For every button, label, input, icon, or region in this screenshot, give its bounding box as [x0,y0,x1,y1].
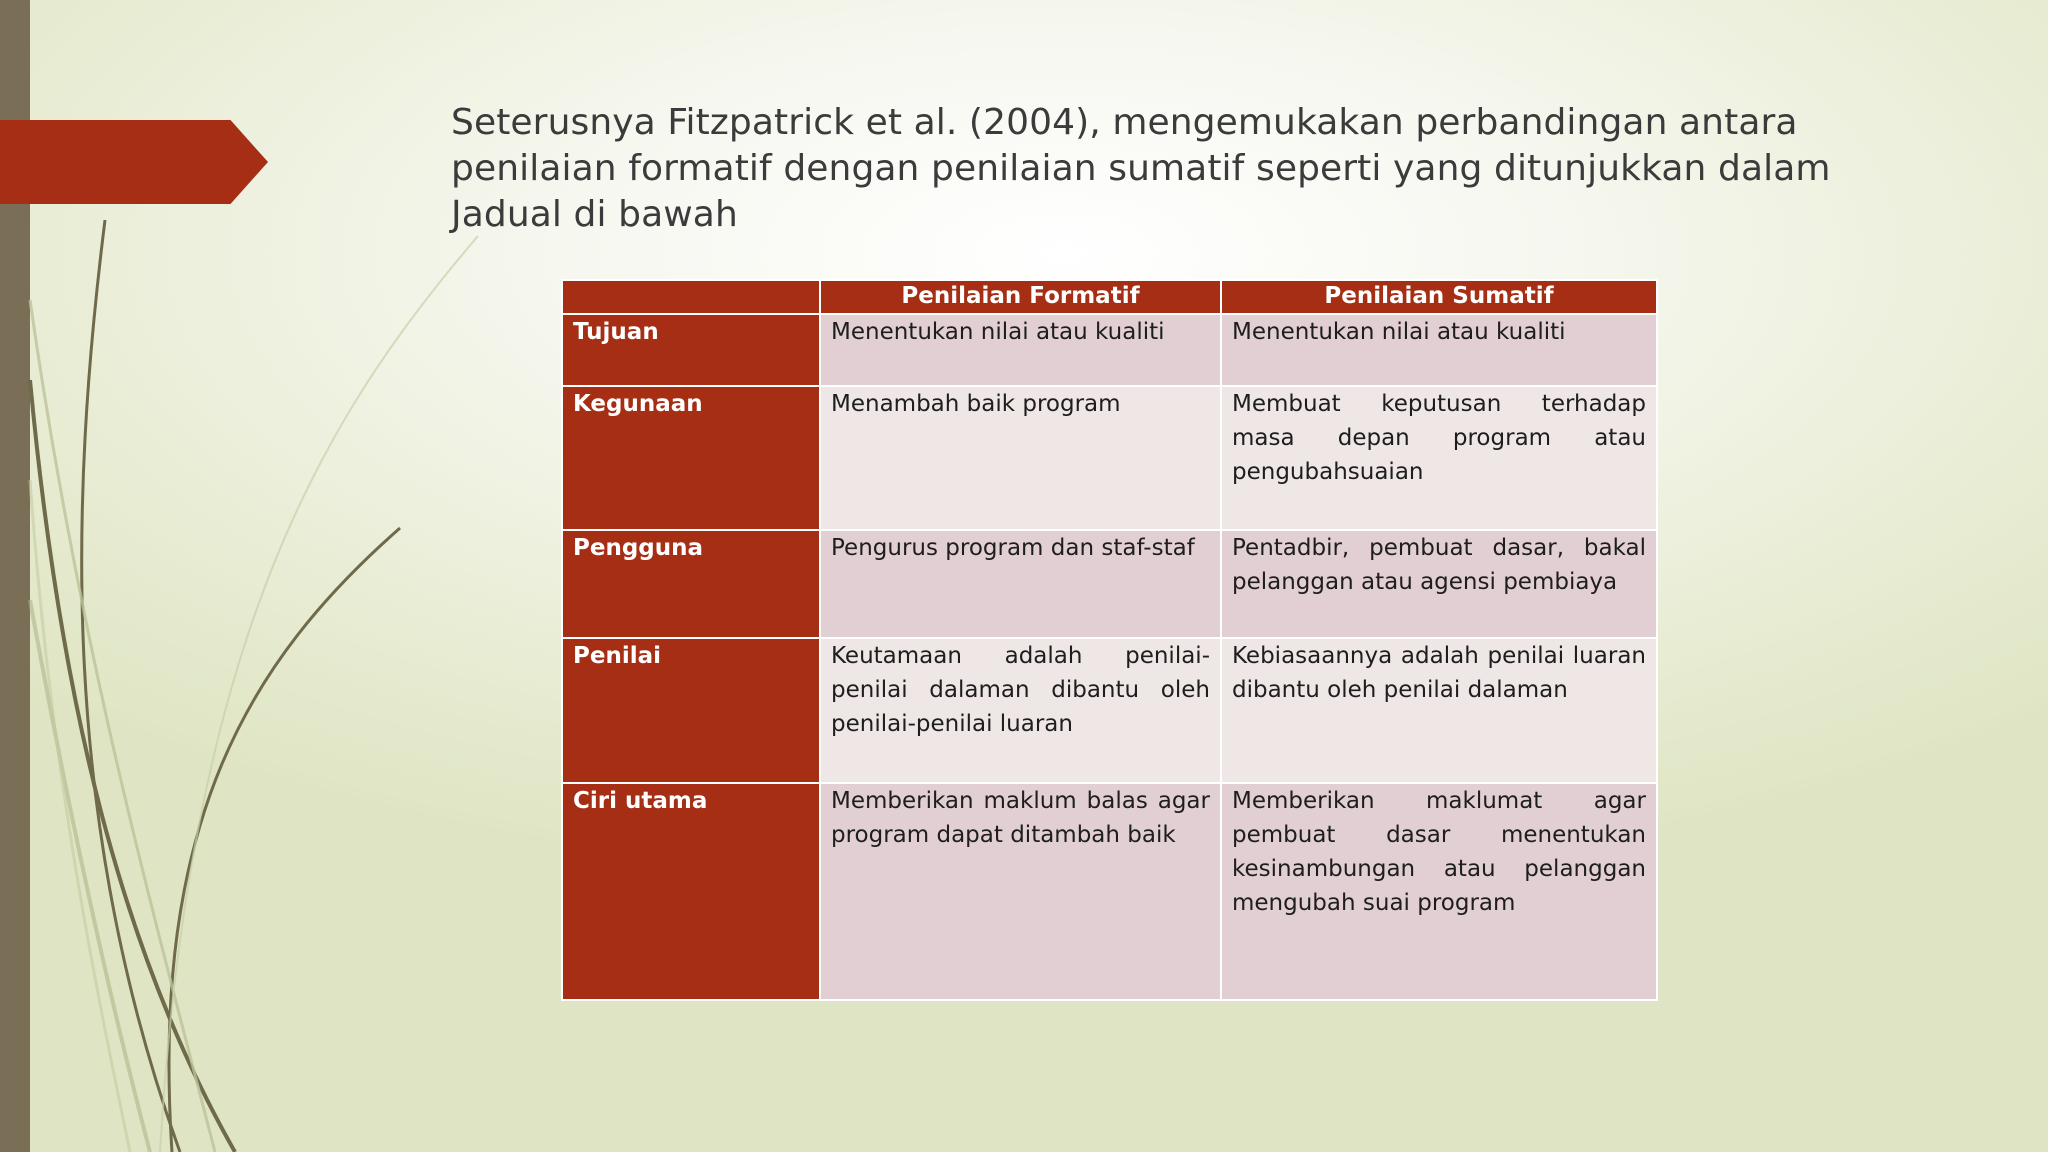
formatif-cell: Pengurus program dan staf-staf [820,530,1221,638]
table-header-row [562,280,1657,314]
header-formatif: Penilaian Formatif [820,280,1221,314]
sumatif-cell: Kebiasaannya adalah penilai luaran dibantu oleh penilai dalaman [1221,638,1657,783]
formatif-cell: Menambah baik program [820,386,1221,530]
row-label: Tujuan [562,314,820,386]
row-label: Kegunaan [562,386,820,530]
formatif-cell: Menentukan nilai atau kualiti [820,314,1221,386]
row-label: Ciri utama [562,783,820,1000]
stem-line [160,236,478,1152]
row-label: Pengguna [562,530,820,638]
table-row [562,386,1657,530]
stem-line [30,480,130,1152]
decorative-stems [0,0,520,1152]
stem-line [30,300,215,1152]
sumatif-cell: Pentadbir, pembuat dasar, bakal pelanggan atau agensi pembiaya [1221,530,1657,638]
header-empty-cell [562,280,820,314]
comparison-table [561,279,1658,1001]
sumatif-cell: Menentukan nilai atau kualiti [1221,314,1657,386]
header-sumatif: Penilaian Sumatif [1221,280,1657,314]
slide-title: Seterusnya Fitzpatrick et al. (2004), mengemukakan perbandingan antara penilaian formatif dengan penilaian sumatif seperti yang ditunjukkan dalam Jadual di bawah [451,102,1831,235]
sumatif-cell: Memberikan maklumat agar pembuat dasar menentukan kesinambungan atau pelanggan mengubah suai program [1221,783,1657,1000]
stem-line [169,528,400,1152]
table-row [562,530,1657,638]
table-row [562,314,1657,386]
sumatif-cell: Membuat keputusan terhadap masa depan program atau pengubahsuaian [1221,386,1657,530]
table-row [562,783,1657,1000]
formatif-cell: Keutamaan adalah penilai-penilai dalaman dibantu oleh penilai-penilai luaran [820,638,1221,783]
table-row [562,638,1657,783]
formatif-cell: Memberikan maklum balas agar program dapat ditambah baik [820,783,1221,1000]
row-label: Penilai [562,638,820,783]
